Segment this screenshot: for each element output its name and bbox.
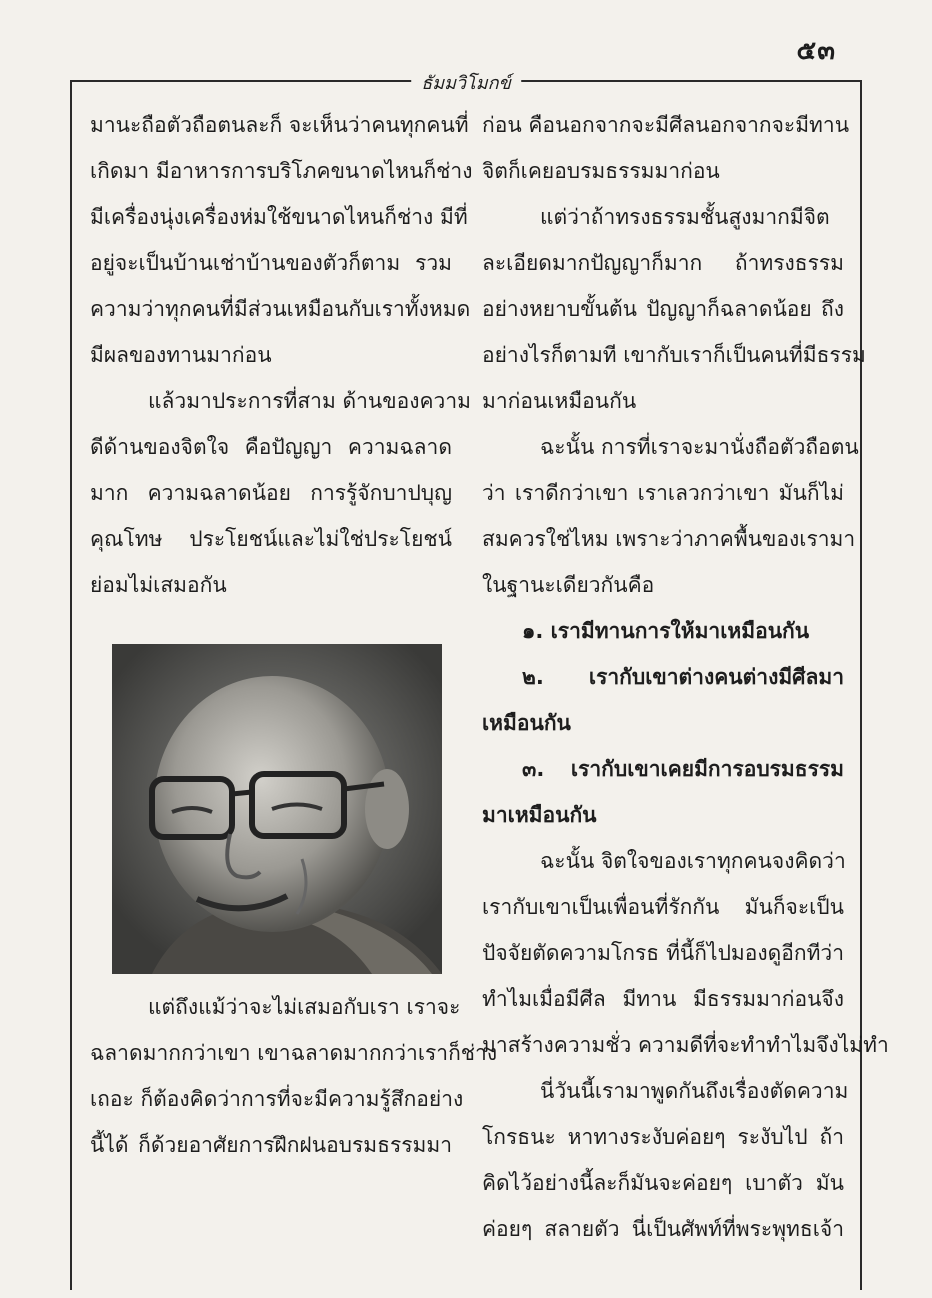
right-column bbox=[482, 102, 889, 1252]
body-line: ก่อน คือนอกจากจะมีศีลนอกจากจะมีทาน bbox=[482, 113, 850, 137]
body-line: โกรธนะ หาทางระงับค่อยๆ ระงับไป ถ้า bbox=[482, 1125, 844, 1149]
body-line: คิดไว้อย่างนี้ละก็มันจะค่อยๆ เบาตัว มัน bbox=[482, 1171, 844, 1195]
body-line: ว่า เราดีกว่าเขา เราเลวกว่าเขา มันก็ไม่ bbox=[482, 481, 844, 505]
body-line: ปัจจัยตัดความโกรธ ที่นี้ก็ไปมองดูอีกทีว่า bbox=[482, 941, 844, 965]
body-line: ดีด้านของจิตใจ คือปัญญา ความฉลาด bbox=[90, 435, 452, 459]
body-line: ฉะนั้น การที่เราจะมานั่งถือตัวถือตน bbox=[540, 435, 859, 459]
list-item-2: ๒. เรากับเขาต่างคนต่างมีศีลมา bbox=[522, 665, 844, 689]
body-line: อย่างไรก็ตามที เขากับเราก็เป็นคนที่มีธรรม bbox=[482, 343, 866, 367]
body-line: สมควรใช่ไหม เพราะว่าภาคพื้นของเรามา bbox=[482, 527, 856, 551]
body-line: แต่ถึงแม้ว่าจะไม่เสมอกับเรา เราจะ bbox=[148, 995, 461, 1019]
body-line: แล้วมาประการที่สาม ด้านของความ bbox=[148, 389, 471, 413]
body-line: มีเครื่องนุ่งเครื่องห่มใช้ขนาดไหนก็ช่าง มีที่ bbox=[90, 205, 468, 229]
page-number: ๕๓ bbox=[796, 36, 836, 66]
text-frame bbox=[70, 73, 889, 1290]
list-item-2-cont: เหมือนกัน bbox=[482, 711, 571, 735]
left-column bbox=[90, 102, 498, 1168]
body-line: อย่างหยาบขั้นต้น ปัญญาก็ฉลาดน้อย ถึง bbox=[482, 297, 844, 321]
body-line: ฉลาดมากกว่าเขา เขาฉลาดมากกว่าเราก็ช่าง bbox=[90, 1041, 498, 1065]
body-line: อยู่จะเป็นบ้านเช่าบ้านของตัวก็ตาม รวม bbox=[90, 251, 452, 275]
body-line: ละเอียดมากปัญญาก็มาก ถ้าทรงธรรม bbox=[482, 251, 844, 275]
body-line: มาก ความฉลาดน้อย การรู้จักบาปบุญ bbox=[90, 481, 452, 505]
body-line: ย่อมไม่เสมอกัน bbox=[90, 573, 227, 597]
body-line: ในฐานะเดียวกันคือ bbox=[482, 573, 655, 597]
list-item-3: ๓. เรากับเขาเคยมีการอบรมธรรม bbox=[522, 757, 844, 781]
body-line: มีผลของทานมาก่อน bbox=[90, 343, 272, 367]
body-line: เกิดมา มีอาหารการบริโภคขนาดไหนก็ช่าง bbox=[90, 159, 473, 183]
list-item-1: ๑. เรามีทานการให้มาเหมือนกัน bbox=[522, 619, 810, 643]
photo-container bbox=[90, 644, 452, 964]
body-line: จิตก็เคยอบรมธรรมมาก่อน bbox=[482, 159, 720, 183]
body-line: เถอะ ก็ต้องคิดว่าการที่จะมีความรู้สึกอย่าง bbox=[90, 1087, 464, 1111]
body-line: แต่ว่าถ้าทรงธรรมชั้นสูงมากมีจิต bbox=[540, 205, 830, 229]
body-line: ทำไมเมื่อมีศีล มีทาน มีธรรมมาก่อนจึง bbox=[482, 987, 844, 1011]
body-line: มานะถือตัวถือตนละก็ จะเห็นว่าคนทุกคนที่ bbox=[90, 113, 469, 137]
portrait-image bbox=[112, 644, 442, 974]
body-line: นี่วันนี้เรามาพูดกันถึงเรื่องตัดความ bbox=[540, 1079, 849, 1103]
body-line: ค่อยๆ สลายตัว นี่เป็นศัพท์ที่พระพุทธเจ้า bbox=[482, 1217, 844, 1241]
body-line: นี้ได้ ก็ด้วยอาศัยการฝึกฝนอบรมธรรมมา bbox=[90, 1133, 452, 1157]
body-line: มาสร้างความชั่ว ความดีที่จะทำทำไมจึงไม่ทำ bbox=[482, 1033, 889, 1057]
body-line: คุณโทษ ประโยชน์และไม่ใช่ประโยชน์ bbox=[90, 527, 452, 551]
body-line: ความว่าทุกคนที่มีส่วนเหมือนกับเราทั้งหมด bbox=[90, 297, 471, 321]
list-item-3-cont: มาเหมือนกัน bbox=[482, 803, 597, 827]
body-line: ฉะนั้น จิตใจของเราทุกคนจงคิดว่า bbox=[540, 849, 846, 873]
body-line: มาก่อนเหมือนกัน bbox=[482, 389, 637, 413]
running-header: ธัมมวิโมกข์ bbox=[411, 68, 521, 97]
monk-portrait-photo bbox=[112, 644, 442, 974]
body-line: เรากับเขาเป็นเพื่อนที่รักกัน มันก็จะเป็น bbox=[482, 895, 844, 919]
